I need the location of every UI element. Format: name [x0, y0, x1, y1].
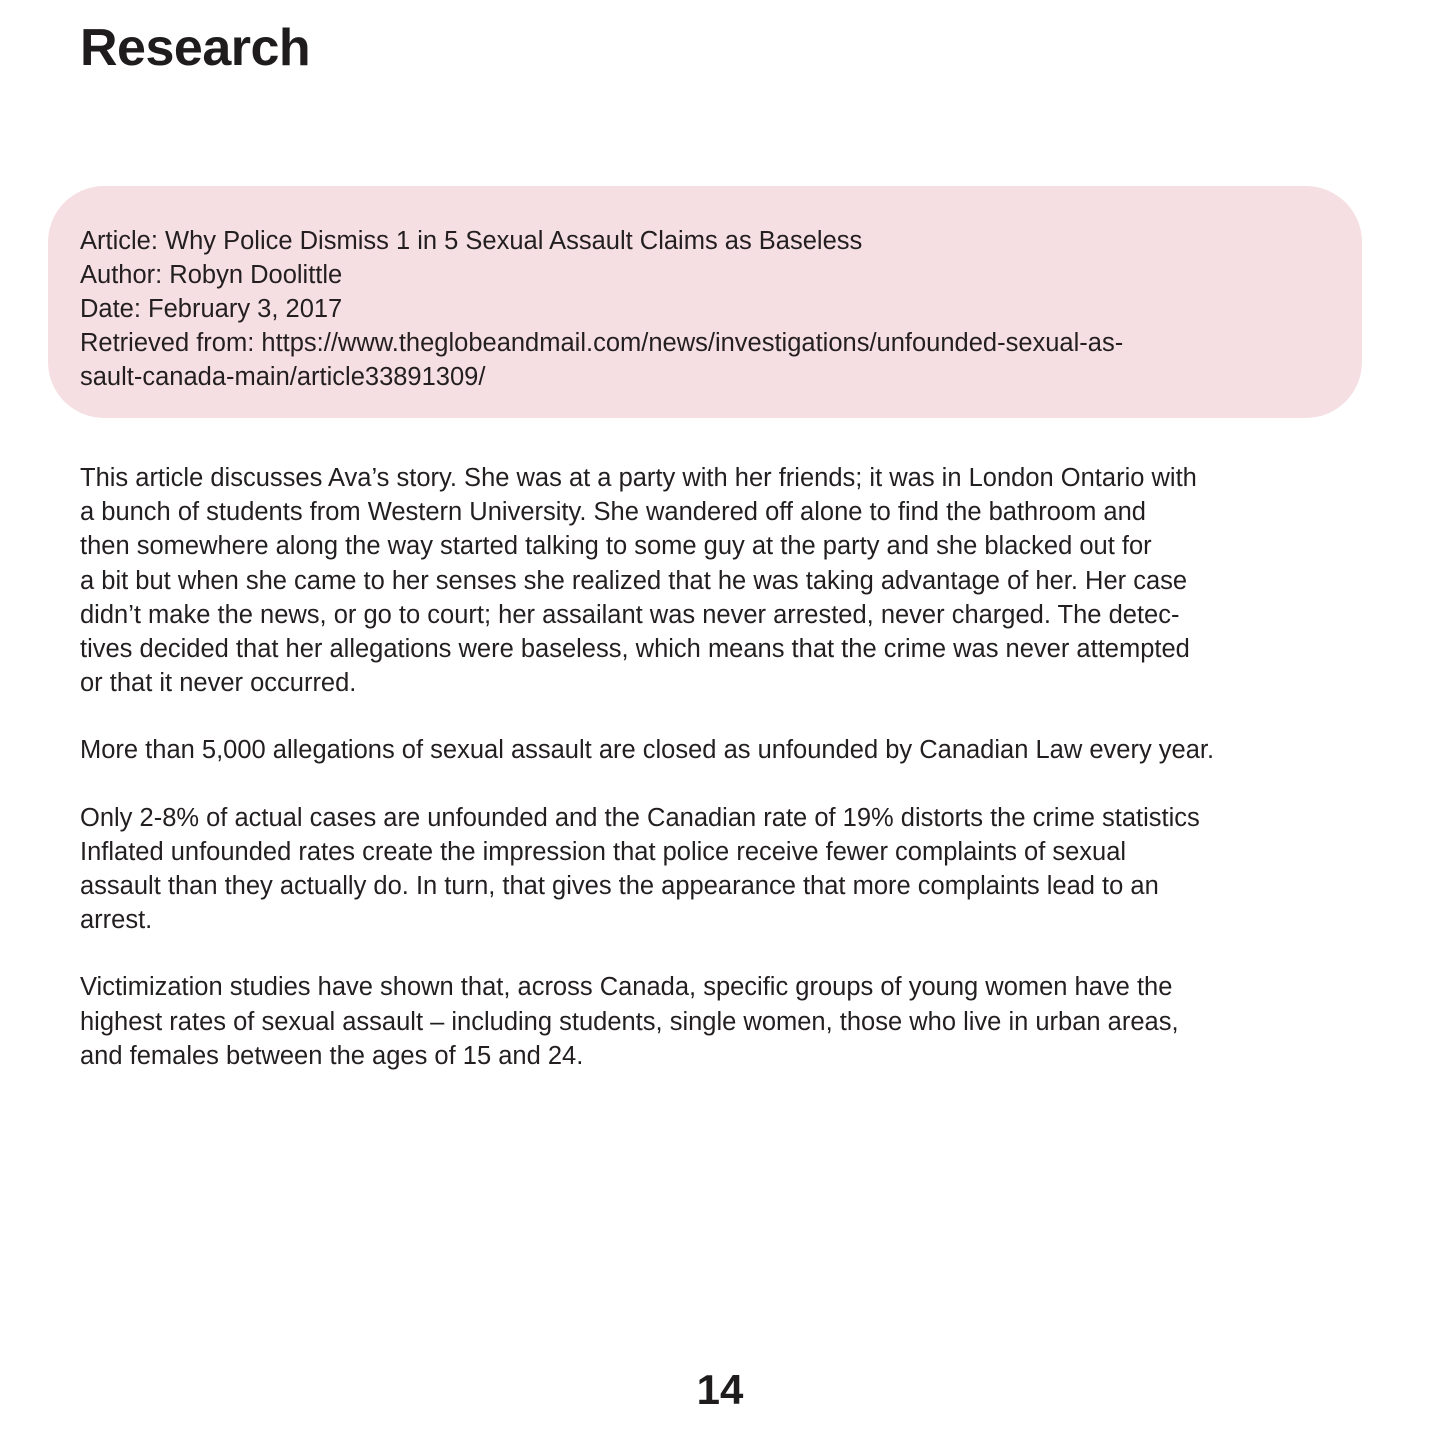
paragraph-line: didn’t make the news, or go to court; her assailant was never arrested, never charged. The detec- — [80, 600, 1180, 629]
citation-retrieved-line-1: Retrieved from: https://www.theglobeandmail.com/news/investigations/unfounded-sexual-as- — [80, 329, 1124, 357]
paragraph-allegations-count — [80, 733, 1365, 767]
paragraph-line: highest rates of sexual assault – including students, single women, those who live in urban areas, — [80, 1007, 1179, 1036]
paragraph-line: then somewhere along the way started talking to some guy at the party and she blacked out for — [80, 532, 1152, 561]
paragraph-line: Victimization studies have shown that, across Canada, specific groups of young women have the — [80, 973, 1173, 1002]
citation-article: Article: Why Police Dismiss 1 in 5 Sexual Assault Claims as Baseless — [80, 227, 863, 255]
paragraph-avas-story — [80, 461, 1365, 700]
paragraph-line: a bit but when she came to her senses she realized that he was taking advantage of her. Her case — [80, 566, 1188, 595]
paragraph-line: a bunch of students from Western University. She wandered off alone to find the bathroom and — [80, 498, 1146, 527]
page-number: 14 — [696, 1366, 744, 1413]
citation-date: Date: February 3, 2017 — [80, 295, 343, 323]
paragraph-line: assault than they actually do. In turn, that gives the appearance that more complaints lead to an — [80, 872, 1159, 901]
body-text — [80, 461, 1365, 1106]
paragraph-line: and females between the ages of 15 and 24. — [80, 1041, 584, 1070]
paragraph-line: or that it never occurred. — [80, 669, 357, 698]
page-title: Research — [80, 19, 311, 77]
paragraph-victimization-studies — [80, 970, 1365, 1073]
citation-box — [48, 186, 1362, 418]
paragraph-unfounded-rates — [80, 801, 1365, 938]
paragraph-line: Only 2-8% of actual cases are unfounded and the Canadian rate of 19% distorts the crime statistics — [80, 803, 1200, 832]
paragraph-line: tives decided that her allegations were baseless, which means that the crime was never attempted — [80, 635, 1190, 664]
paragraph-line: This article discusses Ava’s story. She was at a party with her friends; it was in London Ontario with — [80, 464, 1197, 492]
paragraph-line: arrest. — [80, 906, 153, 935]
citation-author: Author: Robyn Doolittle — [80, 261, 343, 289]
paragraph-line: Inflated unfounded rates create the impression that police receive fewer complaints of sexual — [80, 837, 1127, 866]
paragraph-line: More than 5,000 allegations of sexual assault are closed as unfounded by Canadian Law every year. — [80, 736, 1215, 765]
citation-retrieved-line-2: sault-canada-main/article33891309/ — [80, 363, 486, 391]
